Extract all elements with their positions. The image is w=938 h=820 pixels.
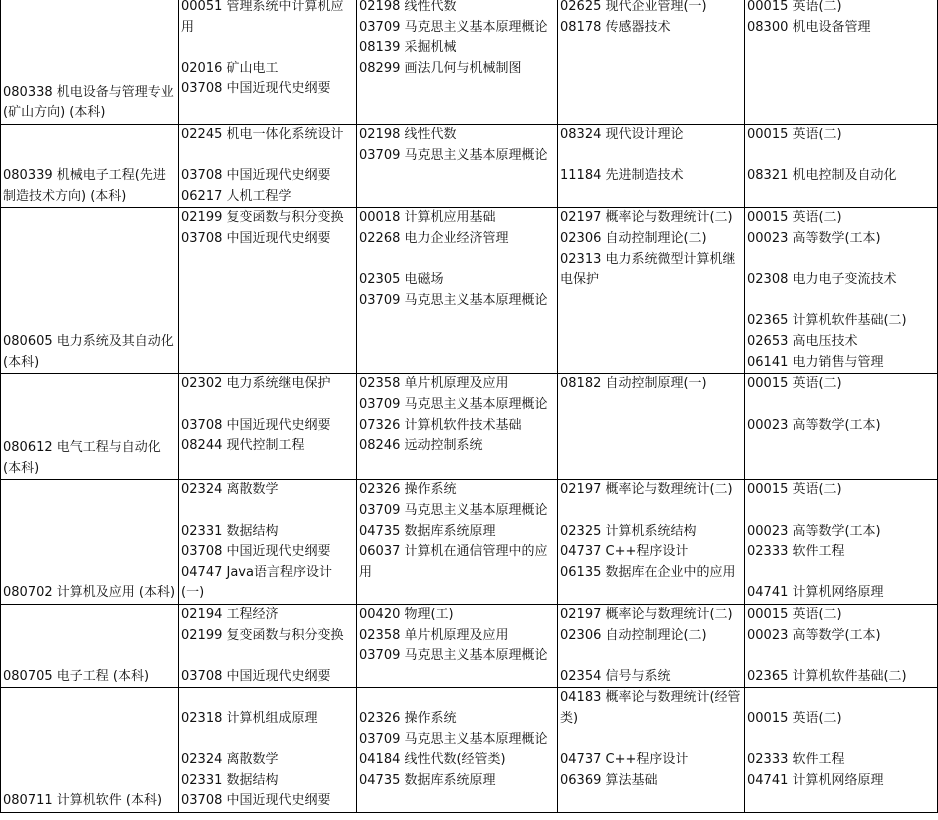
course-cell <box>357 604 558 687</box>
blank-line <box>560 146 742 167</box>
course-item: 02313 电力系统微型计算机继电保护 <box>560 251 736 288</box>
course-item: 03709 马克思主义基本原理概论 <box>359 147 548 163</box>
course-item: 00015 英语(二) <box>747 606 842 622</box>
course-cell <box>357 480 558 605</box>
course-item: 02308 电力电子变流技术 <box>747 272 897 288</box>
course-item: 00015 英语(二) <box>747 127 842 142</box>
course-cell <box>179 0 357 125</box>
course-item: 08182 自动控制原理(一) <box>560 376 707 392</box>
course-cell <box>179 125 357 208</box>
major-row <box>1 604 938 687</box>
blank-line <box>747 563 935 584</box>
major-name-cell <box>1 604 179 687</box>
course-cell <box>357 125 558 208</box>
blank-line <box>181 730 354 751</box>
major-row <box>1 125 938 208</box>
course-item: 02305 电磁场 <box>359 272 444 288</box>
major-name: 080338 机电设备与管理专业(矿山方向) (本科) <box>3 84 174 121</box>
course-cell <box>357 0 558 125</box>
major-name: 080605 电力系统及其自动化 (本科) <box>3 334 174 370</box>
course-item: 02653 高电压技术 <box>747 333 858 349</box>
course-cell <box>179 688 357 813</box>
course-item: 04735 数据库系统原理 <box>359 523 496 539</box>
blank-line <box>181 501 354 522</box>
blank-line <box>747 646 935 667</box>
blank-line <box>747 730 935 751</box>
course-item: 06217 人机工程学 <box>181 188 292 204</box>
blank-line <box>181 146 354 167</box>
course-cell <box>745 480 938 605</box>
course-item: 02199 复变函数与积分变换 <box>181 210 344 226</box>
course-item: 02331 数据结构 <box>181 523 279 539</box>
course-item: 03708 中国近现代史纲要 <box>181 81 331 97</box>
course-item: 00015 英语(二) <box>747 482 842 498</box>
course-item: 00023 高等数学(工本) <box>747 417 881 433</box>
course-item: 02358 单片机原理及应用 <box>359 627 509 643</box>
course-item: 02197 概率论与数理统计(二) <box>560 606 733 622</box>
course-item: 03709 马克思主义基本原理概论 <box>359 502 548 518</box>
course-item: 02318 计算机组成原理 <box>181 710 318 726</box>
course-item: 00015 英语(二) <box>747 376 842 392</box>
course-item: 03708 中国近现代史纲要 <box>181 417 331 433</box>
course-item: 03708 中国近现代史纲要 <box>181 668 331 684</box>
major-name: 080339 机械电子工程(先进制造技术方向) (本科) <box>3 168 166 204</box>
blank-line <box>181 688 354 709</box>
course-item: 00023 高等数学(工本) <box>747 523 881 539</box>
course-item: 02354 信号与系统 <box>560 668 671 684</box>
course-item: 03708 中国近现代史纲要 <box>181 544 331 560</box>
major-name-cell <box>1 0 179 125</box>
course-item: 00023 高等数学(工本) <box>747 627 881 643</box>
course-item: 02365 计算机软件基础(二) <box>747 668 907 684</box>
blank-line <box>747 250 935 271</box>
blank-line <box>747 146 935 167</box>
course-cell <box>558 125 745 208</box>
major-name: 080612 电气工程与自动化 (本科) <box>3 440 161 476</box>
table-body <box>1 0 938 812</box>
course-cell <box>179 374 357 480</box>
course-item: 04741 计算机网络原理 <box>747 585 884 601</box>
course-item: 02358 单片机原理及应用 <box>359 376 509 392</box>
course-item: 02199 复变函数与积分变换 <box>181 627 344 643</box>
course-cell <box>357 208 558 374</box>
blank-line <box>181 38 354 59</box>
course-item: 00015 英语(二) <box>747 0 842 14</box>
blank-line <box>359 250 555 271</box>
major-name: 080705 电子工程 (本科) <box>3 668 150 684</box>
major-row <box>1 374 938 480</box>
course-item: 03708 中国近现代史纲要 <box>181 793 331 809</box>
course-item: 02333 软件工程 <box>747 752 845 768</box>
blank-line <box>181 395 354 416</box>
course-cell <box>558 374 745 480</box>
course-item: 02245 机电一体化系统设计 <box>181 127 344 142</box>
major-row <box>1 208 938 374</box>
course-cell <box>179 604 357 687</box>
course-item: 08321 机电控制及自动化 <box>747 168 897 184</box>
course-item: 06135 数据库在企业中的应用 <box>560 564 736 580</box>
course-cell <box>558 208 745 374</box>
course-item: 02016 矿山电工 <box>181 60 279 76</box>
course-item: 02331 数据结构 <box>181 772 279 788</box>
course-cell <box>745 604 938 687</box>
course-item: 02324 离散数学 <box>181 752 279 768</box>
major-row <box>1 688 938 813</box>
course-item: 02198 线性代数 <box>359 127 457 142</box>
course-cell <box>745 125 938 208</box>
course-cell <box>745 208 938 374</box>
course-item: 02326 操作系统 <box>359 482 457 498</box>
course-cell <box>179 208 357 374</box>
course-cell <box>357 688 558 813</box>
course-item: 02365 计算机软件基础(二) <box>747 313 907 329</box>
course-cell <box>179 480 357 605</box>
course-cell <box>745 0 938 125</box>
course-item: 02306 自动控制理论(二) <box>560 230 707 246</box>
blank-line <box>359 688 555 709</box>
course-item: 00420 物理(工) <box>359 606 454 622</box>
course-item: 03709 马克思主义基本原理概论 <box>359 648 548 664</box>
course-item: 08299 画法几何与机械制图 <box>359 60 522 76</box>
major-name-cell <box>1 480 179 605</box>
course-item: 02194 工程经济 <box>181 606 279 622</box>
course-item: 08244 现代控制工程 <box>181 438 305 454</box>
course-item: 04735 数据库系统原理 <box>359 772 496 788</box>
major-name-cell <box>1 208 179 374</box>
course-item: 02333 软件工程 <box>747 544 845 560</box>
course-item: 00018 计算机应用基础 <box>359 210 496 226</box>
blank-line <box>747 501 935 522</box>
course-item: 08178 传感器技术 <box>560 19 671 35</box>
blank-line <box>181 646 354 667</box>
course-item: 04737 C++程序设计 <box>560 544 689 560</box>
course-item: 03709 马克思主义基本原理概论 <box>359 396 548 412</box>
course-item: 02324 离散数学 <box>181 482 279 498</box>
course-item: 03709 马克思主义基本原理概论 <box>359 19 548 35</box>
course-item: 02302 电力系统继电保护 <box>181 376 331 392</box>
course-item: 02197 概率论与数理统计(二) <box>560 210 733 226</box>
course-item: 07326 计算机软件技术基础 <box>359 417 522 433</box>
course-cell <box>558 604 745 687</box>
course-item: 08324 现代设计理论 <box>560 127 684 142</box>
course-item: 06141 电力销售与管理 <box>747 354 884 370</box>
course-cell <box>558 688 745 813</box>
course-item: 04183 概率论与数理统计(经管类) <box>560 690 741 726</box>
course-cell <box>745 374 938 480</box>
course-item: 06369 算法基础 <box>560 772 658 788</box>
course-item: 02326 操作系统 <box>359 710 457 726</box>
blank-line <box>747 395 935 416</box>
course-item: 02198 线性代数 <box>359 0 457 14</box>
major-name-cell <box>1 125 179 208</box>
course-item: 06037 计算机在通信管理中的应用 <box>359 544 548 580</box>
major-name-cell <box>1 688 179 813</box>
major-name-cell <box>1 374 179 480</box>
course-item: 02268 电力企业经济管理 <box>359 230 509 246</box>
course-cell <box>357 374 558 480</box>
course-item: 04737 C++程序设计 <box>560 752 689 768</box>
course-item: 02306 自动控制理论(二) <box>560 627 707 643</box>
course-item: 08139 采掘机械 <box>359 40 457 56</box>
course-item: 02325 计算机系统结构 <box>560 523 697 539</box>
major-name: 080711 计算机软件 (本科) <box>3 793 163 809</box>
blank-line <box>747 291 935 312</box>
blank-line <box>560 501 742 522</box>
major-name: 080702 计算机及应用 (本科) <box>3 585 176 601</box>
course-item: 02625 现代企业管理(一) <box>560 0 707 14</box>
blank-line <box>747 688 935 709</box>
course-item: 03709 马克思主义基本原理概论 <box>359 292 548 308</box>
major-row <box>1 0 938 125</box>
course-item: 02197 概率论与数理统计(二) <box>560 482 733 498</box>
course-item: 00023 高等数学(工本) <box>747 230 881 246</box>
course-item: 04747 Java语言程序设计(一) <box>181 564 332 601</box>
course-cell <box>558 0 745 125</box>
course-item: 00015 英语(二) <box>747 710 842 726</box>
course-item: 03709 马克思主义基本原理概论 <box>359 731 548 747</box>
course-item: 04184 线性代数(经管类) <box>359 752 506 768</box>
major-row <box>1 480 938 605</box>
course-item: 08246 远动控制系统 <box>359 438 483 454</box>
course-cell <box>745 688 938 813</box>
course-cell <box>558 480 745 605</box>
course-item: 00015 英语(二) <box>747 210 842 226</box>
course-item: 04741 计算机网络原理 <box>747 772 884 788</box>
course-item: 03708 中国近现代史纲要 <box>181 230 331 246</box>
course-item: 08300 机电设备管理 <box>747 19 871 35</box>
course-item: 11184 先进制造技术 <box>560 168 684 184</box>
blank-line <box>560 730 742 751</box>
course-item: 00051 管理系统中计算机应用 <box>181 0 344 35</box>
blank-line <box>560 646 742 667</box>
course-item: 03708 中国近现代史纲要 <box>181 168 331 184</box>
